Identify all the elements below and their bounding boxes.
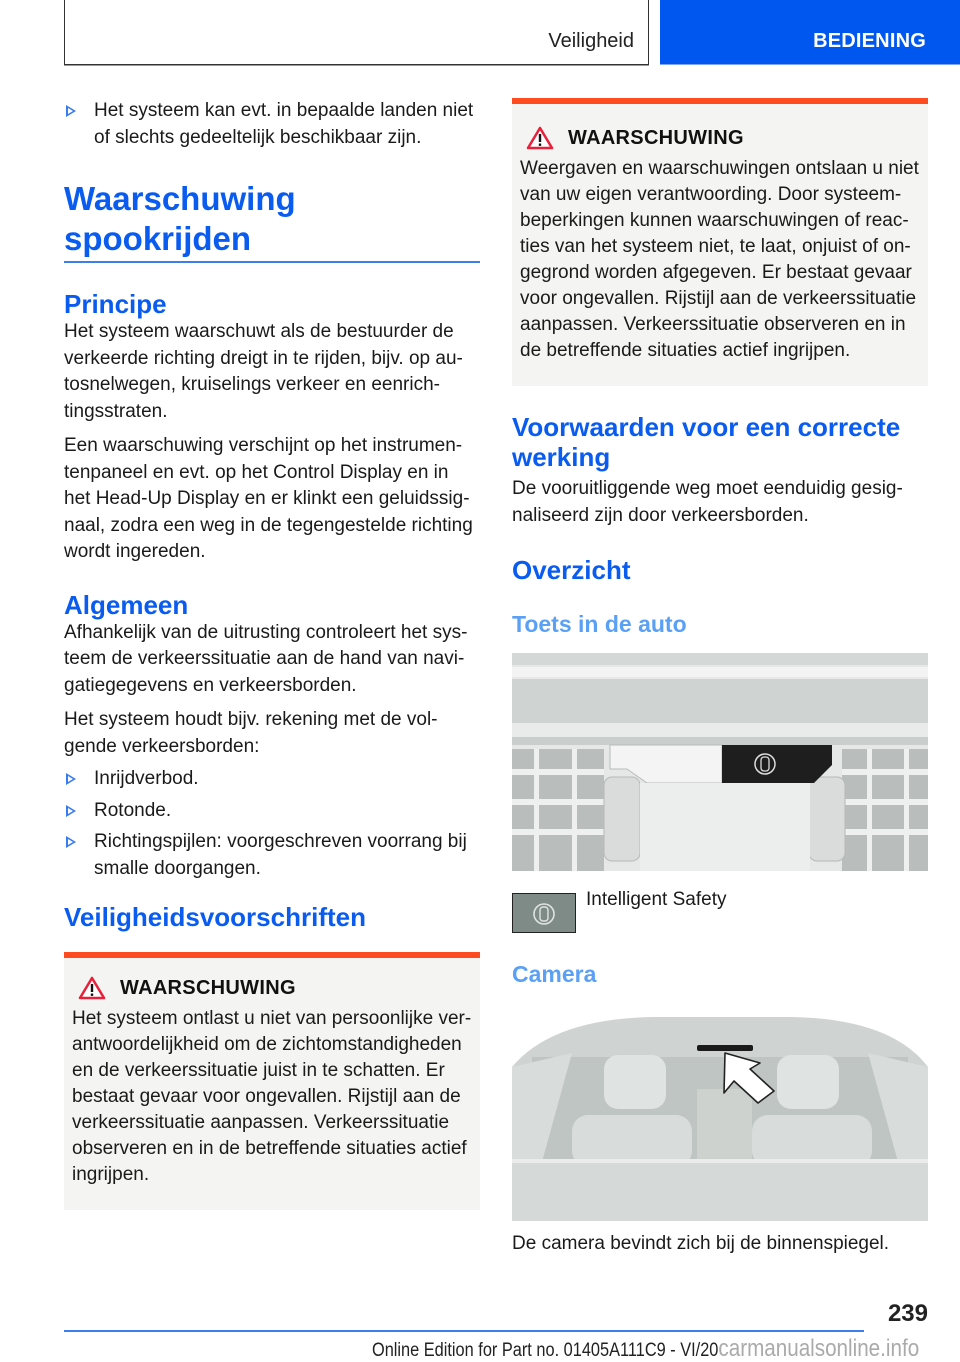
dashboard-button-image <box>512 653 928 871</box>
watermark[interactable]: carmanualsonline.info <box>718 1335 920 1362</box>
dashboard-illustration <box>512 653 928 871</box>
warning-triangle-icon <box>526 126 554 150</box>
button-legend-label: Intelligent Safety <box>586 889 727 910</box>
warning-triangle-icon <box>78 976 106 1000</box>
voorwaarden-paragraph: De vooruitliggende weg moet eenduidig gesig- naliseerd zijn door verkeersborden. <box>512 478 903 526</box>
heading-toets: Toets in de auto <box>512 611 687 637</box>
triangle-bullet-icon <box>66 773 76 785</box>
warning-box <box>512 98 928 386</box>
section-tab-label: Veiligheid <box>548 30 634 52</box>
heading-overzicht: Overzicht <box>512 555 631 585</box>
list-item: Het systeem kan evt. in bepaalde landen niet of slechts gedeeltelijk beschikbaar zijn. <box>64 98 480 151</box>
triangle-bullet-icon <box>66 805 76 817</box>
car-interior-illustration <box>512 1007 928 1221</box>
page-title: Waarschuwing spookrijden <box>64 179 480 263</box>
principe-paragraph-2: Een waarschuwing verschijnt op het instrumen- tenpaneel en evt. op het Control Display en in het Head-Up Display en er klinkt een geluidssig- naal, zodra een weg in de tegengestelde richting wordt ingereden. <box>64 435 473 562</box>
algemeen-paragraph-1: Afhankelijk van de uitrusting controleert het sys- teem de verkeerssituatie aan de hand van navi- gatiegegevens en verkeersborden. <box>64 621 468 696</box>
intro-list <box>64 98 480 151</box>
footer-divider <box>64 1330 864 1332</box>
warning-text: Weergaven en waarschuwingen ontslaan u niet van uw eigen verantwoording. Door systeem- beperkingen kunnen waarschuwingen of reac- ties van het systeem niet, te laat, onjuist of on- gegrond worden afgegeven. Er bestaat gevaar voor ongevallen. Rijstijl aan de verkeerssituatie aanpassen. Verkeerssituatie observeren en in de betreffende situaties actief ingrijpen. <box>520 158 919 361</box>
camera-location-image <box>512 1007 928 1221</box>
heading-voorwaarden: Voorwaarden voor een correcte werking <box>512 412 901 472</box>
intelligent-safety-button[interactable] <box>512 893 576 933</box>
heading-principe: Principe <box>64 289 167 319</box>
list-item: Inrijdverbod. <box>64 766 480 793</box>
page-number: 239 <box>887 1300 928 1327</box>
triangle-bullet-icon <box>66 836 76 848</box>
list-item: Richtingspijlen: voorgeschreven voorrang bij smalle doorgangen. <box>64 829 480 882</box>
list-item: Rotonde. <box>64 798 480 825</box>
warning-title: WAARSCHUWING <box>72 976 472 1000</box>
button-legend <box>512 889 928 933</box>
algemeen-paragraph-2: Het systeem houdt bijv. rekening met de vol- gende verkeersborden: <box>64 709 438 757</box>
warning-title: WAARSCHUWING <box>520 126 920 150</box>
warning-box <box>64 952 480 1210</box>
edition-text: Online Edition for Part no. 01405A111C9 - VI/20 <box>372 1340 719 1361</box>
chapter-tab[interactable] <box>660 0 960 65</box>
triangle-bullet-icon <box>66 105 76 117</box>
right-column <box>512 98 928 1258</box>
traffic-signs-list <box>64 766 480 882</box>
section-tab[interactable] <box>64 0 649 65</box>
heading-camera: Camera <box>512 961 597 987</box>
left-column <box>64 98 480 1210</box>
camera-caption: De camera bevindt zich bij de binnenspiegel. <box>512 1233 890 1254</box>
heading-veiligheidsvoorschriften: Veiligheidsvoorschriften <box>64 902 366 932</box>
principe-paragraph-1: Het systeem waarschuwt als de bestuurder de verkeerde richting dreigt in te rijden, bijv. op au- tosnelwegen, kruiselings verkeer en eenrich- tingsstraten. <box>64 321 463 422</box>
heading-algemeen: Algemeen <box>64 589 189 620</box>
footer-edition <box>372 1335 919 1362</box>
car-shield-icon <box>513 894 577 934</box>
chapter-tab-label: BEDIENING <box>813 30 926 52</box>
warning-text: Het systeem ontlast u niet van persoonlijke ver- antwoordelijkheid om de zichtomstandigheden en de verkeerssituatie juist in te schatten. Er bestaat gevaar voor ongevallen. Rijstijl aan de verkeerssituatie aanpassen. Verkeerssituatie observeren en in de betreffende situaties actief ingrijpen. <box>72 1008 472 1185</box>
